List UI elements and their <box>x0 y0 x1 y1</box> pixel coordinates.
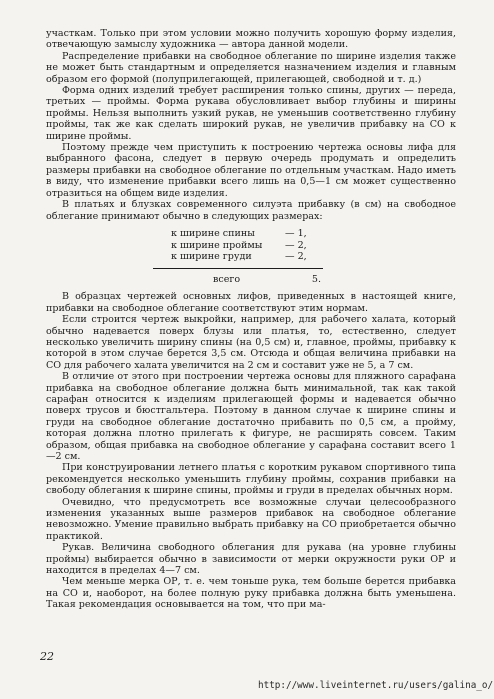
row-label: к ширине спины <box>171 227 255 239</box>
allowance-table <box>171 228 321 285</box>
paragraph: В платьях и блузках современного силуэта прибавку (в см) на свободное облегание принимают обычно в следующих размерах: <box>46 199 456 222</box>
paragraph: Форма одних изделий требует расширения только спины, других — переда, третьих — проймы. Форма рукава обусловливает выбор глубины и ширины проймы. Нельзя выполнить узкий рукав, не уменьшив соответственно глубину проймы, так же как сделать широкий рукав, не увеличив прибавку на СО к ширине проймы. <box>46 85 456 142</box>
paragraph: Очевидно, что предусмотреть все возможные случаи целесообразного изменения указанных выше размеров прибавок на свободное облегание невозможно. Умение правильно выбрать прибавку на СО приобретается обычно практикой. <box>46 496 456 542</box>
paragraph: Распределение прибавки на свободное облегание по ширине изделия также не может быть стандартным и определяется назначением изделия и главным образом его формой (полуприлегающей, прилегающей, свободной и т. д.) <box>46 50 456 85</box>
footer-url[interactable]: http://www.liveinternet.ru/users/galina_o/ <box>258 680 494 691</box>
paragraph: Чем меньше мерка ОР, т. е. чем тоньше рука, тем больше берется прибавка на СО и, наоборот, на более полную руку прибавка должна быть уменьшена. Такая рекомендация основывается на том, что при ма- <box>46 576 456 611</box>
paragraph: участкам. Только при этом условии можно получить хорошую форму изделия, отвечающую замыслу художника — автора данной модели. <box>46 28 456 51</box>
row-value: — 1, <box>285 227 307 239</box>
table-row <box>171 251 321 263</box>
table-row <box>171 228 321 240</box>
row-label: к ширине груди <box>171 251 252 263</box>
table-row <box>171 240 321 252</box>
paragraph: Поэтому прежде чем приступить к построению чертежа основы лифа для выбранного фасона, следует в первую очередь продумать и определить размеры прибавки на свободное облегание по отдельным участкам. Надо иметь в виду, что изменение прибавки всего лишь на 0,5—1 см может существенно отразиться на общем виде изделия. <box>46 142 456 199</box>
paragraph: В отличие от этого при построении чертежа основы для пляжного сарафана прибавка на свободное облегание должна быть минимальной, так как такой сарафан относится к изделиям прилегающей формы и надевается обычно поверх трусов и бюстгальтера. Поэтому в данном случае к ширине спины и груди на свободное облегание достаточно прибавить по 0,5 см, а пройму, которая должна плотно прилегать к фигуре, не расширять совсем. Таким образом, общая прибавка на свободное облегание у сарафана составит всего 1—2 см. <box>46 371 456 462</box>
paragraph: Если строится чертеж выкройки, например, для рабочего халата, который обычно надевается поверх блузы или платья, то, естественно, следует несколько увеличить ширину спины (на 0,5 см) и, главное, проймы, прибавку к которой в этом случае берется 3,5 см. Отсюда и общая величина прибавки на СО для рабочего халата увеличится на 2 см и составит уже не 5, а 7 см. <box>46 314 456 371</box>
paragraph: В образцах чертежей основных лифов, приведенных в настоящей книге, прибавки на свободное облегание соответствуют этим нормам. <box>46 291 456 314</box>
total-label: всего <box>213 273 241 285</box>
page-number: 22 <box>40 650 54 663</box>
row-label: к ширине проймы <box>171 239 263 251</box>
body-text <box>46 28 456 611</box>
table-total-row <box>171 274 321 286</box>
paragraph: Рукав. Величина свободного облегания для рукава (на уровне глубины проймы) выбирается обычно в зависимости от мерки окружности руки ОР и находится в пределах 4—7 см. <box>46 542 456 577</box>
row-value: — 2, <box>285 239 307 251</box>
table-divider <box>153 268 323 269</box>
total-value: 5. <box>311 273 321 285</box>
paragraph: При конструировании летнего платья с коротким рукавом спортивного типа рекомендуется несколько уменьшить глубину проймы, сохранив прибавки на свободу облегания к ширине спины, проймы и груди в пределах обычных норм. <box>46 462 456 497</box>
row-value: — 2, <box>285 251 307 263</box>
